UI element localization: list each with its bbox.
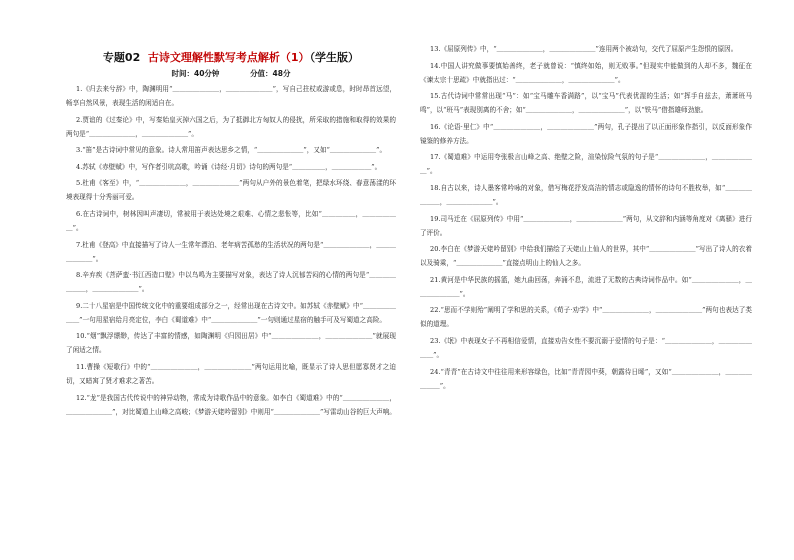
page-title	[66, 49, 396, 65]
exam-score: 分值：48分	[250, 69, 291, 78]
question-item: 19.司马迁在《屈原列传》中用“＿＿＿＿＿＿＿，＿＿＿＿＿＿＿”两句，从文辞和内涵等角度对《离骚》进行了评价。	[420, 214, 752, 237]
question-item: 5.杜甫《客至》中，“＿＿＿＿＿＿＿，＿＿＿＿＿＿＿”两句从户外的景色着笔，把绿水环绕、春意荡漾的环境表现得十分秀丽可爱。	[66, 179, 396, 202]
exam-time: 时间：40分钟	[171, 69, 220, 78]
question-item: 6.在古诗词中，树林因叫声凄切，常被用于表达处境之艰难、心情之悲怅等，比如“＿＿＿＿＿，＿＿＿＿＿＿”。	[66, 209, 396, 232]
question-item: 4.苏轼《赤壁赋》中，写作者引吭高歌，吟诵《诗经·月切》诗句的两句是“＿＿＿＿＿，＿＿＿＿＿＿”。	[76, 162, 382, 171]
question-item: 22.“思而不学则殆”阐明了学和思的关系，《荀子·劝学》中“＿＿＿＿＿＿＿，＿＿＿＿＿＿＿”两句也表达了类似的道理。	[420, 306, 752, 329]
question-item: 10.“烟”飘浮缥缈，传达了丰富的情感，如陶渊明《归园田居》中“＿＿＿＿＿＿＿，＿＿＿＿＿＿＿”就展现了闲适之情。	[66, 332, 396, 355]
question-item: 17.《蜀道难》中运用夸张极言山峰之高、绝壁之险，渲染惊险气氛的句子是“＿＿＿＿＿＿＿，＿＿＿＿＿＿＿”。	[420, 153, 752, 176]
question-item: 7.杜甫《登高》中直接描写了诗人一生常年漂泊、老年病苦孤愁的生活状况的两句是“＿＿＿＿＿＿＿，＿＿＿＿＿＿＿”。	[66, 240, 396, 263]
question-item: 1.《归去来兮辞》中，陶渊明用“＿＿＿＿＿＿＿，＿＿＿＿＿＿＿”，写自己拄杖或游或息，时时昂首远望，畅享自然风景，表现生活的闲适自在。	[66, 85, 396, 107]
title-suffix: （学生版）	[309, 51, 360, 64]
question-item: 12.“龙”是我国古代传说中的神异动物，常成为诗歌作品中的意象。如李白《蜀道难》中的“＿＿＿＿＿＿＿，＿＿＿＿＿＿＿”，对比蜀道上山峰之高峻；《梦游天姥吟留别》中则用“＿＿＿＿＿＿＿”写雷动山谷的巨大声响。	[66, 393, 396, 416]
question-item: 11.曹操《短歌行》中的“＿＿＿＿＿＿＿，＿＿＿＿＿＿＿”两句运用比喻，既显示了诗人思但愿寡贤才之迫切，又暗寓了贤才难求之著苦。	[66, 362, 396, 385]
question-item: 23.《氓》中表现女子不再相信爱情，直接劝告女性不要沉溺于爱情的句子是：“＿＿＿＿＿＿＿，＿＿＿＿＿＿＿”。	[420, 336, 752, 359]
question-item: 16.《论语·里仁》中“＿＿＿＿＿＿＿，＿＿＿＿＿＿＿”两句，孔子提出了以正面形象作指引，以反面形象作镜鉴的修养方法。	[420, 122, 752, 145]
title-main: 古诗文理解性默写考点解析（1）	[147, 51, 310, 64]
question-item: 3.“笛”是古诗词中常见的意象。诗人常用笛声表达思乡之情，“＿＿＿＿＿＿＿”，又如“＿＿＿＿＿＿＿”。	[76, 146, 387, 155]
question-item: 2.贾谊的《过秦论》中，写秦始皇灭掉六国之后，为了抵御北方匈奴人的侵扰，所采取的措施和取得的效果的两句是“＿＿＿＿＿＿＿，＿＿＿＿＿＿＿”。	[66, 115, 396, 138]
question-item: 21.黄河是中华民族的摇篮，她九曲回荡，奔涌不息，流进了无数的古典诗词作品中。如“＿＿＿＿＿＿＿，＿＿＿＿＿＿＿”。	[420, 275, 752, 298]
question-item: 13.《屈原列传》中，“＿＿＿＿＿＿＿，＿＿＿＿＿＿＿”连用两个被动句，交代了屈原产生怨恨的原因。	[430, 45, 738, 53]
question-item: 8.辛弃疾《菩萨蛮·书江西造口壁》中以鸟鸣为主要描写对象，表达了诗人沉郁苦闷的心情的两句是“＿＿＿＿＿＿＿，＿＿＿＿＿＿＿”。	[66, 271, 396, 294]
question-item: 18.自古以来，诗人墨客常吟咏的对象，借写梅花抒发高洁的情志或隐逸的情怀的诗句不胜枚举，如“＿＿＿＿＿＿＿，＿＿＿＿＿＿＿”。	[420, 183, 752, 206]
question-item: 20.李白在《梦游天姥吟留别》中给我们描绘了天姥山上仙人的世界，其中“＿＿＿＿＿＿＿”写出了诗人的衣着以及骑乘，“＿＿＿＿＿＿＿”直接点明山上的仙人之多。	[420, 245, 752, 268]
exam-meta	[66, 68, 396, 79]
question-item: 15.古代诗词中常常出现“马”：如“宝马雕车香满路”，以“宝马”代表优渥的生活；如“挥手自兹去，萧萧班马鸣”，以“班马”表现别离的不舍；如“＿＿＿＿＿＿＿，＿＿＿＿＿＿＿”，以“铁马”借指雄师劲旅。	[420, 92, 752, 115]
title-prefix: 专题02	[102, 51, 141, 64]
question-list-left	[66, 82, 396, 419]
question-item: 9.二十八星宿是中国传统文化中的重要组成部分之一，经常出现在古诗文中。如苏轼《赤壁赋》中“＿＿＿＿＿＿＿”一句用星宿给月亮定位，李白《蜀道难》中“＿＿＿＿＿＿＿”一句则通过星宿的触手可及写蜀道之高险。	[66, 301, 396, 324]
question-item: 24.“青青”在古诗文中往往用来形容绿色，比如“青青园中葵，朝露待日晞”，又如“＿＿＿＿＿＿＿，＿＿＿＿＿＿＿”。	[420, 367, 752, 390]
question-item: 14.中国人讲究做事要慎始善终，老子就曾说：“慎终如始，则无败事。”但现实中能做到的人却不多，魏征在《谏太宗十思疏》中就指出过：“＿＿＿＿＿＿＿，＿＿＿＿＿＿＿”。	[420, 61, 752, 84]
question-list-right	[420, 42, 752, 393]
